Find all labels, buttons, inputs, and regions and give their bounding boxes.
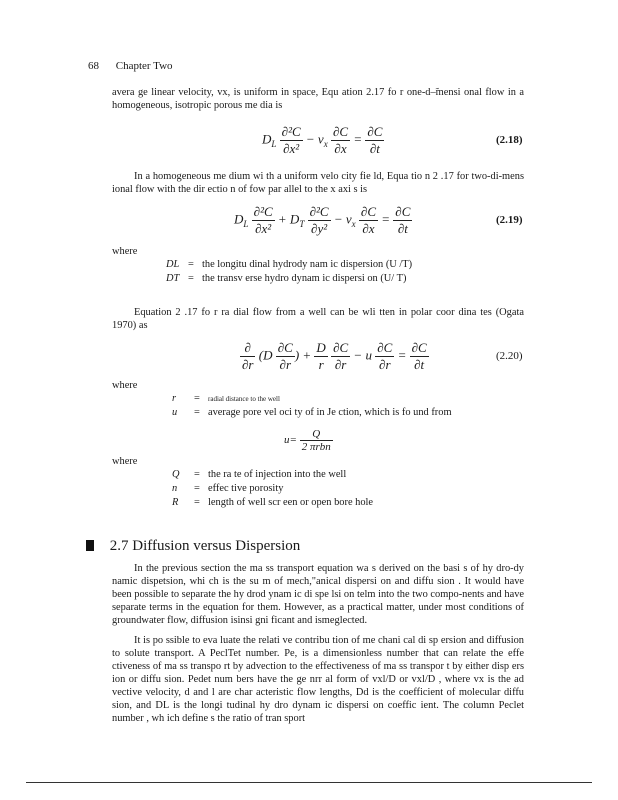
- where-label-1: where: [112, 246, 138, 257]
- paragraph-peclet: It is po ssible to eva luate the relati ve contribu tion of me chani cal di sp ersion and diffusion to solute transport. A PeclTet number. Pe, is a dimensionless number that can relate the effe ctiveness of ma ss transpo rt by advection to the effectiveness of ma ss transpor t by either disp ers ion or diffu sion. Pedet num bers have the ge nrr al form of vxl/D or vxl/D , where vx is the ad vective velocity, d and l are char acteristic flow lengths, Dd is the coefficient of molecular diffu sion, and DL is the longi tudinal hy dro dynam ic dispersi on coeffic ient. The column Peclet number , wh ich define s the ratio of tran sport: [112, 635, 524, 724]
- section-heading: [86, 538, 300, 555]
- section-title: Diffusion versus Dispersion: [132, 538, 301, 554]
- definition-row: R = length of well scr een or open bore hole: [172, 497, 374, 508]
- paragraph-2d-flow: In a homogeneous me dium wi th a uniform velo city fie ld, Equa tio n 2 .17 for two-di-mens ional flow with the dir ectio n of fow par allel to the x axi s is: [112, 171, 524, 195]
- section-bullet-icon: [86, 540, 94, 551]
- equation-number-2-18: (2.18): [496, 134, 523, 146]
- equation-number-2-20: (2.20): [496, 350, 523, 362]
- definition-row: r = radial distance to the well: [172, 393, 280, 404]
- paragraph-radial-flow: Equation 2 .17 fo r ra dial flow from a well can be wli tten in polar coor dina tes (Ogata 1970) as: [112, 307, 524, 331]
- where-label-3: where: [112, 456, 138, 467]
- equation-2-18: $D_L$ $\frac{\text{∂²C}}{\text{∂x²}}$ − $v_x$ $\frac{\partial C}{\partial x}$ = $\frac{\partial C}{\partial t}$: [262, 124, 383, 156]
- definitions-1: [166, 258, 412, 286]
- page-header: [88, 60, 187, 72]
- chapter-label: Chapter Two: [115, 60, 173, 72]
- definition-row: Q = the ra te of injection into the well: [172, 469, 347, 480]
- definition-row: n = effec tive porosity: [172, 483, 284, 494]
- definition-row: u = average pore vel oci ty of in Je ction, which is fo und from: [172, 407, 452, 418]
- definitions-3: [172, 468, 373, 510]
- where-label-2: where: [112, 380, 138, 391]
- definition-row: DL = the longitu dinal hydrody nam ic dispersion (U /T): [166, 259, 413, 270]
- equation-2-19: $D_L$ $\frac{\text{∂²C}}{\text{∂x²}}$ + $D_T$ $\frac{\text{∂²C}}{\text{∂y²}}$ − $v_x$ $\frac{\partial C}{\partial x}$ = $\frac{\partial C}{\partial t}$: [234, 204, 411, 236]
- paragraph-intro: avera ge linear velocity, vx, is uniform in space, Equ ation 2.17 fo r one-d–̃mensi onal flow in a homogeneous, isotropic porous me dia is: [112, 87, 524, 111]
- definition-row: DT = the transv erse hydro dynam ic dispersi on (U/ T): [166, 273, 407, 284]
- equation-number-2-19: (2.19): [496, 214, 523, 226]
- definitions-2: [172, 392, 452, 420]
- section-number: 2.7: [109, 538, 129, 554]
- paragraph-diffusion: In the previous section the ma ss transport equation wa s derived on the basi s of hy dro-dy namic dispetsion, whi ch is the su m of mech,"anical dispersi on and diffu sion . It would have been possible to separate the hy drod ynam ic di spe lsi on telm into the two compo-nents and have separate terms in the equation for them. However, as a practical matter, under most conditions of groundwater flow, diffusion isinsi gni ficant and ismeglected.: [112, 563, 524, 626]
- footer-rule: [26, 782, 592, 783]
- equation-2-20: $\frac{\partial}{\partial r}$ (D $\frac{\partial C}{\partial r}$ ) + $\frac{D}{r}$ $\frac{\partial C}{\partial r}$ − u $\frac{\partial C}{\partial r}$ = $\frac{\partial C}{\partial t}$: [242, 340, 427, 372]
- velocity-formula: u= $\frac{Q}{\text{2 πrbn}}$: [284, 428, 331, 453]
- page-number: 68: [88, 60, 99, 72]
